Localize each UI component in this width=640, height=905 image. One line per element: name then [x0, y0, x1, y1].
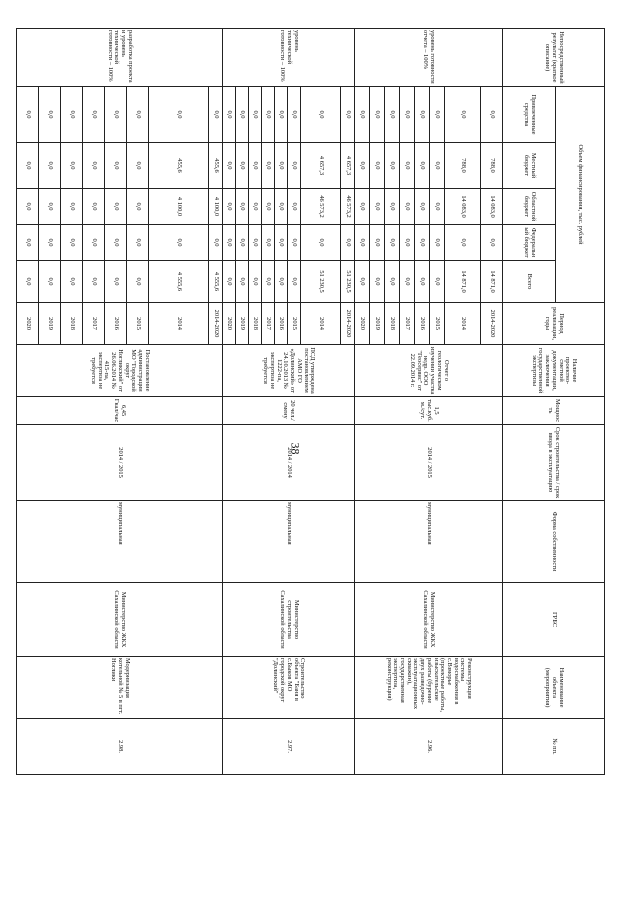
federal-cell: 0,0: [430, 225, 445, 261]
other-cell: 0,0: [341, 87, 355, 143]
regional-cell: 0,0: [430, 189, 445, 225]
other-cell: 0,0: [301, 87, 341, 143]
local-cell: 788,0: [445, 143, 481, 189]
federal-cell: 0,0: [17, 225, 39, 261]
federal-cell: 0,0: [301, 225, 341, 261]
regional-cell: 0,0: [39, 189, 61, 225]
page-number: 38: [288, 442, 303, 455]
other-cell: 0,0: [275, 87, 288, 143]
federal-cell: 0,0: [385, 225, 400, 261]
regional-cell: 4 100,0: [149, 189, 209, 225]
regional-cell: 0,0: [249, 189, 262, 225]
local-cell: 4 657,3: [301, 143, 341, 189]
other-cell: 0,0: [236, 87, 249, 143]
regional-cell: 0,0: [370, 189, 385, 225]
header-federal: Федеральный бюджет: [503, 225, 556, 261]
doc-cell: Отчет о геологическом изучении участка недр. ООО "Геосервис" от 22.09.2014 г.: [355, 345, 503, 397]
regional-cell: 0,0: [385, 189, 400, 225]
total-cell: 0,0: [236, 261, 249, 303]
other-cell: 0,0: [149, 87, 209, 143]
regional-cell: 0,0: [262, 189, 275, 225]
period-cell: 2016: [415, 303, 430, 345]
other-cell: 0,0: [39, 87, 61, 143]
local-cell: 0,0: [223, 143, 236, 189]
header-no: № пп.: [503, 719, 605, 775]
federal-cell: 0,0: [445, 225, 481, 261]
federal-cell: 0,0: [223, 225, 236, 261]
total-cell: 0,0: [370, 261, 385, 303]
total-cell: 0,0: [275, 261, 288, 303]
federal-cell: 0,0: [249, 225, 262, 261]
period-cell: 2018: [249, 303, 262, 345]
other-cell: 0,0: [17, 87, 39, 143]
period-cell: 2014-2020: [341, 303, 355, 345]
other-cell: 0,0: [288, 87, 301, 143]
local-cell: 0,0: [415, 143, 430, 189]
local-cell: 0,0: [430, 143, 445, 189]
grbs-cell: Министерство ЖКХ Сахалинской области: [17, 583, 223, 657]
total-cell: 0,0: [430, 261, 445, 303]
period-cell: 2020: [17, 303, 39, 345]
other-cell: 0,0: [209, 87, 223, 143]
other-cell: 0,0: [355, 87, 370, 143]
total-cell: 51 230,5: [301, 261, 341, 303]
federal-cell: 0,0: [83, 225, 105, 261]
regional-cell: 46 573,2: [341, 189, 355, 225]
header-term: Срок строительства / срок ввода в эксплуатацию: [503, 425, 605, 501]
period-cell: 2018: [385, 303, 400, 345]
header-name: Наименование объекта (мероприятия): [503, 657, 605, 719]
doc-cell: Постановление администрации МО "Городской округ Ногликский" от 26.06.2014 № 415-па, экспертиза не требуется: [17, 345, 223, 397]
total-cell: 51 230,5: [341, 261, 355, 303]
grbs-cell: Министерство строительства Сахалинской области: [223, 583, 355, 657]
period-cell: 2019: [236, 303, 249, 345]
header-local: Местный бюджет: [503, 143, 556, 189]
total-cell: 0,0: [105, 261, 127, 303]
name-cell: Модернизация котельной № 5 в пгт. Ноглики: [17, 657, 223, 719]
local-cell: 0,0: [39, 143, 61, 189]
period-cell: 2017: [400, 303, 415, 345]
total-cell: 0,0: [17, 261, 39, 303]
federal-cell: 0,0: [209, 225, 223, 261]
local-cell: 788,0: [481, 143, 503, 189]
header-result: Непосредственный результат (краткое описание): [503, 29, 605, 87]
regional-cell: 14 083,0: [481, 189, 503, 225]
total-cell: 14 871,0: [481, 261, 503, 303]
federal-cell: 0,0: [370, 225, 385, 261]
regional-cell: 0,0: [415, 189, 430, 225]
other-cell: 0,0: [415, 87, 430, 143]
other-cell: 0,0: [249, 87, 262, 143]
total-cell: 0,0: [355, 261, 370, 303]
grbs-cell: Министерство ЖКХ Сахалинской области: [355, 583, 503, 657]
other-cell: 0,0: [262, 87, 275, 143]
regional-cell: 0,0: [61, 189, 83, 225]
regional-cell: 0,0: [400, 189, 415, 225]
total-cell: 0,0: [288, 261, 301, 303]
regional-cell: 0,0: [83, 189, 105, 225]
local-cell: 4 657,3: [341, 143, 355, 189]
regional-cell: 0,0: [355, 189, 370, 225]
period-cell: 2019: [39, 303, 61, 345]
period-cell: 2017: [262, 303, 275, 345]
local-cell: 455,6: [209, 143, 223, 189]
regional-cell: 0,0: [127, 189, 149, 225]
rotated-table-container: [24, 28, 605, 824]
period-cell: 2017: [83, 303, 105, 345]
federal-cell: 0,0: [61, 225, 83, 261]
local-cell: 0,0: [275, 143, 288, 189]
period-cell: 2014: [445, 303, 481, 345]
regional-cell: 0,0: [223, 189, 236, 225]
other-cell: 0,0: [385, 87, 400, 143]
term-cell: 2014 / 2015: [355, 425, 503, 501]
other-cell: 0,0: [83, 87, 105, 143]
federal-cell: 0,0: [341, 225, 355, 261]
total-cell: 0,0: [385, 261, 400, 303]
local-cell: 0,0: [17, 143, 39, 189]
capacity-cell: 20 чел./смену: [223, 397, 355, 425]
result-cell: уровень технической готовности – 100%: [223, 29, 355, 87]
local-cell: 0,0: [370, 143, 385, 189]
ownership-cell: муниципальная: [355, 501, 503, 583]
total-cell: 0,0: [415, 261, 430, 303]
regional-cell: 0,0: [105, 189, 127, 225]
period-cell: 2019: [370, 303, 385, 345]
local-cell: 0,0: [385, 143, 400, 189]
period-cell: 2018: [61, 303, 83, 345]
other-cell: 0,0: [370, 87, 385, 143]
total-cell: 14 871,0: [445, 261, 481, 303]
total-cell: 0,0: [262, 261, 275, 303]
total-cell: 0,0: [61, 261, 83, 303]
local-cell: 0,0: [400, 143, 415, 189]
local-cell: 0,0: [105, 143, 127, 189]
regional-cell: 0,0: [275, 189, 288, 225]
federal-cell: 0,0: [415, 225, 430, 261]
period-cell: 2014-2020: [209, 303, 223, 345]
period-cell: 2014: [149, 303, 209, 345]
federal-cell: 0,0: [262, 225, 275, 261]
federal-cell: 0,0: [149, 225, 209, 261]
period-cell: 2015: [430, 303, 445, 345]
local-cell: 0,0: [249, 143, 262, 189]
number-cell: 2.96.: [355, 719, 503, 775]
header-period: Период реализации, годы: [503, 303, 605, 345]
total-cell: 0,0: [223, 261, 236, 303]
regional-cell: 4 100,0: [209, 189, 223, 225]
regional-cell: 46 573,2: [301, 189, 341, 225]
local-cell: 0,0: [288, 143, 301, 189]
table-row: [209, 29, 223, 825]
header-ownership: Форма собственности: [503, 501, 605, 583]
total-cell: 0,0: [249, 261, 262, 303]
other-cell: 0,0: [105, 87, 127, 143]
doc-cell: ПСД утверждена постановлением АМО ГО «Долинский» от 24.10.2013 № 1222-па, экспертиза не требуется: [223, 345, 355, 397]
period-cell: 2015: [288, 303, 301, 345]
number-cell: 2.97.: [223, 719, 355, 775]
other-cell: 0,0: [400, 87, 415, 143]
other-cell: 0,0: [430, 87, 445, 143]
table-body: [17, 29, 605, 825]
federal-cell: 0,0: [481, 225, 503, 261]
header-funding-group: Объем финансирования, тыс. рублей: [556, 87, 605, 303]
period-cell: 2016: [105, 303, 127, 345]
header-capacity: Мощность: [503, 397, 605, 425]
local-cell: 455,6: [149, 143, 209, 189]
regional-cell: 0,0: [17, 189, 39, 225]
total-cell: 0,0: [39, 261, 61, 303]
total-cell: 4 555,6: [209, 261, 223, 303]
ownership-cell: муниципальная: [17, 501, 223, 583]
federal-cell: 0,0: [105, 225, 127, 261]
number-cell: 2.98.: [17, 719, 223, 775]
period-cell: 2014-2020: [481, 303, 503, 345]
regional-cell: 14 083,0: [445, 189, 481, 225]
table-row: [481, 29, 503, 825]
federal-cell: 0,0: [236, 225, 249, 261]
header-doc: Наличие проектно-сметной документации, заключения государственной экспертизы: [503, 345, 605, 397]
regional-cell: 0,0: [288, 189, 301, 225]
local-cell: 0,0: [236, 143, 249, 189]
period-cell: 2015: [127, 303, 149, 345]
header-row-1: [556, 29, 605, 825]
name-cell: Строительство объекта "Баня в с.Быков МО городской округ "Долинский": [223, 657, 355, 719]
federal-cell: 0,0: [355, 225, 370, 261]
federal-cell: 0,0: [275, 225, 288, 261]
period-cell: 2020: [355, 303, 370, 345]
local-cell: 0,0: [355, 143, 370, 189]
federal-cell: 0,0: [400, 225, 415, 261]
result-cell: уровень готовности отчета – 100%: [355, 29, 503, 87]
federal-cell: 0,0: [288, 225, 301, 261]
capacity-cell: 1,5 тыс.куб.м./сут.: [355, 397, 503, 425]
capacity-cell: 6,45 Гкал/час: [17, 397, 223, 425]
local-cell: 0,0: [61, 143, 83, 189]
other-cell: 0,0: [127, 87, 149, 143]
local-cell: 0,0: [262, 143, 275, 189]
name-cell: Реконструкция системы водоснабжения в с.Взморье (проектные работы, изыскательские работы (бурение двух разведочно-эксплуатационных скважин), государственная экспертиза, реконструкция): [355, 657, 503, 719]
table-row: [341, 29, 355, 825]
local-cell: 0,0: [127, 143, 149, 189]
regional-cell: 0,0: [236, 189, 249, 225]
term-cell: 2014 / 2014: [223, 425, 355, 501]
period-cell: 2020: [223, 303, 236, 345]
other-cell: 0,0: [61, 87, 83, 143]
period-cell: 2014: [301, 303, 341, 345]
federal-cell: 0,0: [39, 225, 61, 261]
header-other: Привлеченные средства: [503, 87, 556, 143]
term-cell: 2014 / 2015: [17, 425, 223, 501]
program-table: [16, 28, 605, 825]
total-cell: 0,0: [83, 261, 105, 303]
ownership-cell: муниципальная: [223, 501, 355, 583]
result-cell: разработка проекта и уровень технической готовности – 100%: [17, 29, 223, 87]
local-cell: 0,0: [83, 143, 105, 189]
other-cell: 0,0: [481, 87, 503, 143]
header-grbs: ГРБС: [503, 583, 605, 657]
header-regional: Областной бюджет: [503, 189, 556, 225]
other-cell: 0,0: [445, 87, 481, 143]
total-cell: 0,0: [127, 261, 149, 303]
total-cell: 4 555,6: [149, 261, 209, 303]
federal-cell: 0,0: [127, 225, 149, 261]
period-cell: 2016: [275, 303, 288, 345]
total-cell: 0,0: [400, 261, 415, 303]
other-cell: 0,0: [223, 87, 236, 143]
header-total: Всего: [503, 261, 556, 303]
